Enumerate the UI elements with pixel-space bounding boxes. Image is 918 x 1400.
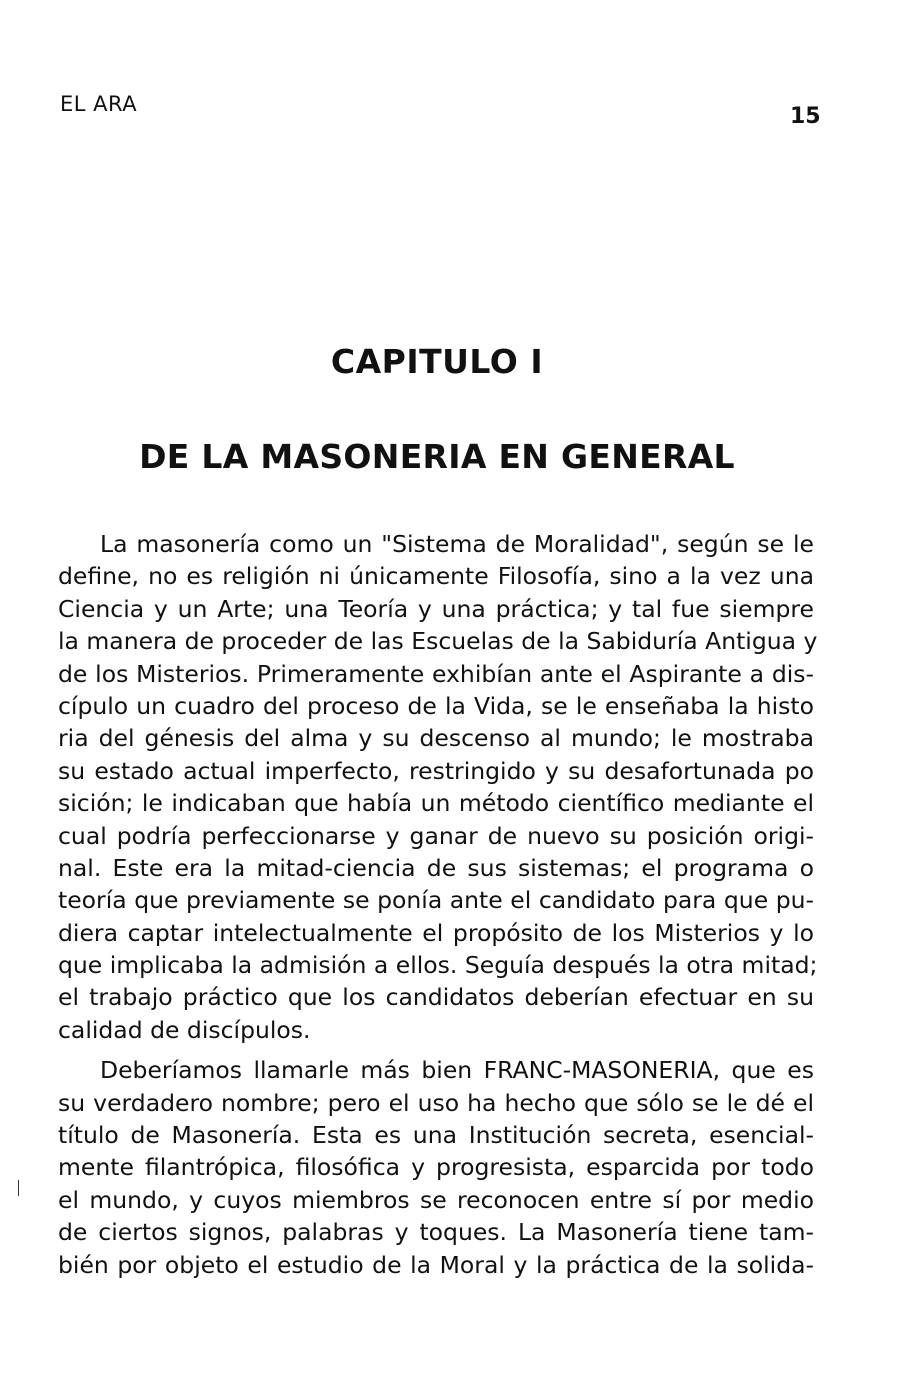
text-line: título de Masonería. Esta es una Institución secreta, esencial-	[58, 1121, 814, 1150]
text-line: ria del génesis del alma y su descenso al mundo; le mostraba	[58, 724, 814, 753]
running-header-title: EL ARA	[60, 92, 138, 116]
text-line: bién por objeto el estudio de la Moral y la práctica de la solida-	[58, 1250, 814, 1279]
text-line: su verdadero nombre; pero el uso ha hecho que sólo se le dé el	[58, 1088, 814, 1117]
text-line: diera captar intelectualmente el propósito de los Misterios y lo	[58, 918, 814, 947]
text-line: nal. Este era la mitad-ciencia de sus sistemas; el programa o	[58, 853, 814, 882]
body-text	[58, 528, 818, 1281]
page-number: 15	[790, 104, 821, 129]
text-line: define, no es religión ni únicamente Filosofía, sino a la vez una	[58, 562, 814, 591]
text-line: el mundo, y cuyos miembros se reconocen entre sí por medio	[58, 1185, 814, 1214]
text-line: de ciertos signos, palabras y toques. La Masonería tiene tam-	[58, 1218, 814, 1247]
text-line: La masonería como un "Sistema de Moralidad", según se le	[100, 530, 814, 558]
text-line: Ciencia y un Arte; una Teoría y una práctica; y tal fue siempre	[58, 594, 814, 623]
text-line: mente filantrópica, filosófica y progresista, esparcida por todo	[58, 1153, 814, 1182]
text-line: el trabajo práctico que los candidatos deberían efectuar en su	[58, 983, 814, 1012]
text-line: de los Misterios. Primeramente exhibían ante el Aspirante a dis-	[58, 659, 814, 688]
text-line: calidad de discípulos.	[58, 1015, 311, 1044]
text-line: Deberíamos llamarle más bien FRANC-MASONERIA, que es	[100, 1056, 814, 1085]
chapter-subtitle: DE LA MASONERIA EN GENERAL	[139, 437, 735, 476]
text-line: sición; le indicaban que había un método científico mediante el	[58, 789, 814, 818]
text-line: cípulo un cuadro del proceso de la Vida, se le enseñaba la histo	[58, 691, 814, 720]
text-line: la manera de proceder de las Escuelas de la Sabiduría Antigua y	[58, 627, 818, 656]
chapter-title: CAPITULO I	[330, 342, 544, 381]
text-line: su estado actual imperfecto, restringido y su desafortunada po	[58, 756, 814, 785]
margin-mark	[18, 1180, 19, 1196]
paragraph-1	[58, 528, 818, 1046]
paragraph-2	[58, 1054, 814, 1281]
text-line: que implicaba la admisión a ellos. Seguía después la otra mitad;	[58, 951, 818, 980]
text-line: teoría que previamente se ponía ante el candidato para que pu-	[58, 886, 814, 915]
text-line: cual podría perfeccionarse y ganar de nuevo su posición origi-	[58, 821, 814, 850]
